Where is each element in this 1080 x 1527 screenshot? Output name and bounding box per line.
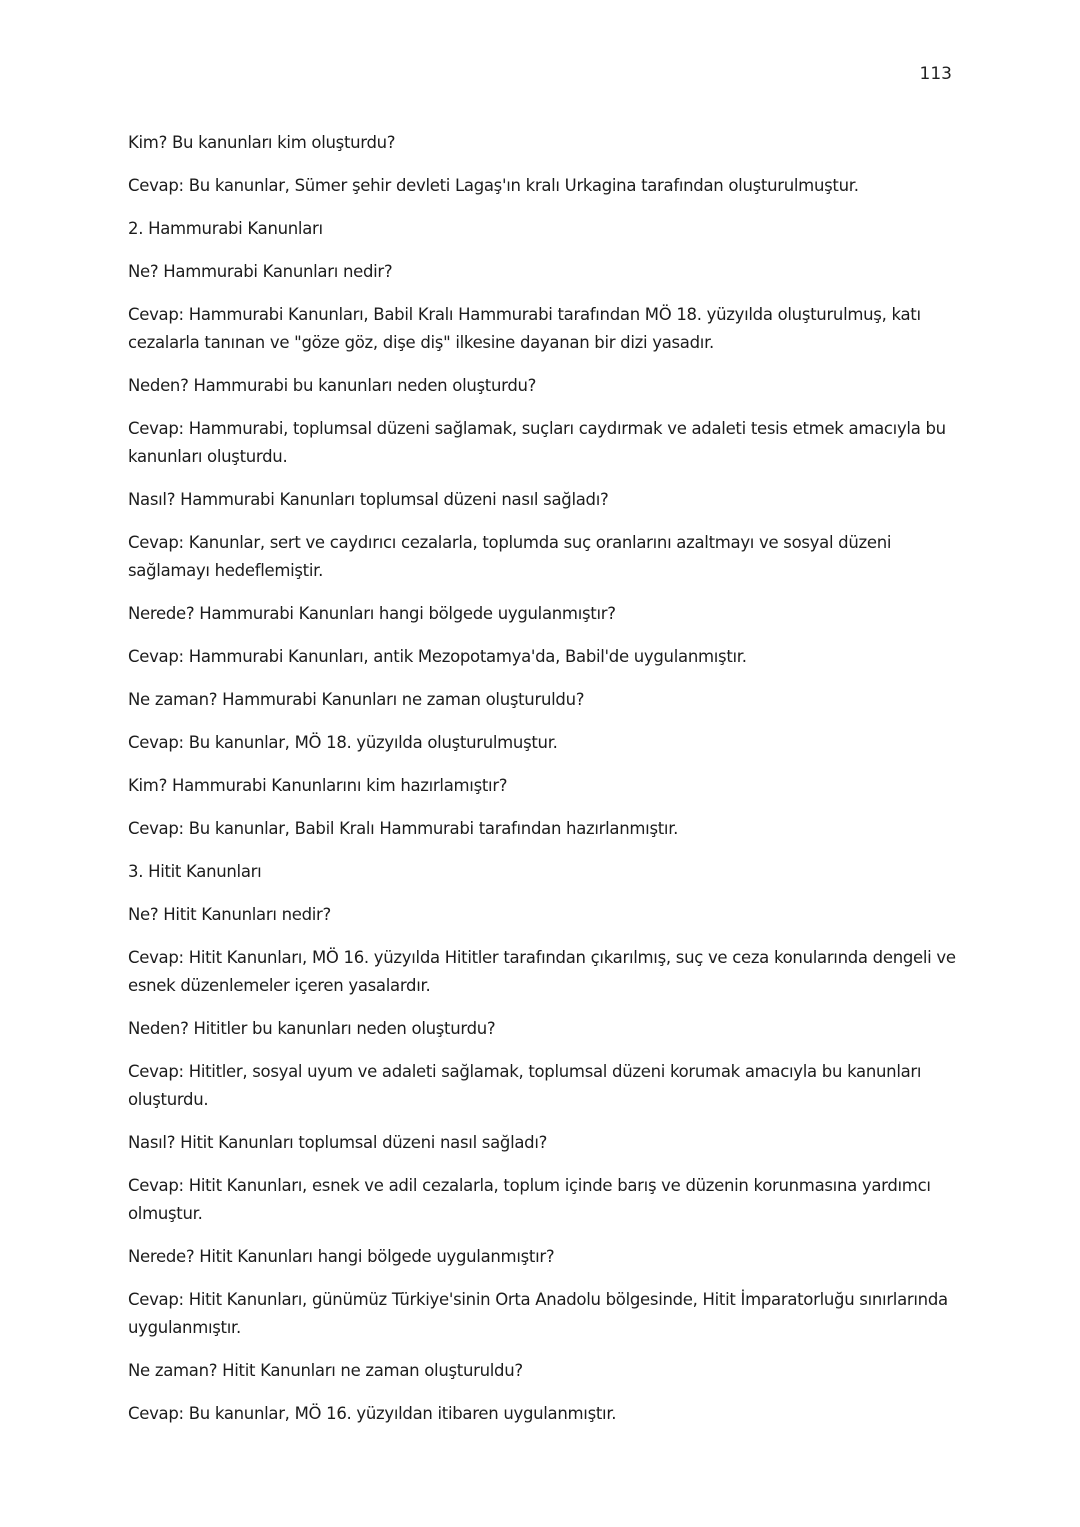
question-text: Ne? Hitit Kanunları nedir? (128, 905, 331, 924)
question-text: Neden? Hammurabi bu kanunları neden oluşturdu? (128, 376, 537, 395)
question-text: Kim? Bu kanunları kim oluşturdu? (128, 133, 396, 152)
answer-text: Cevap: Hititler, sosyal uyum ve adaleti sağlamak, toplumsal düzeni korumak amacıyla bu kanunları oluşturdu. (128, 1062, 922, 1109)
section-heading: 3. Hitit Kanunları (128, 862, 262, 881)
question-text: Neden? Hititler bu kanunları neden oluşturdu? (128, 1019, 496, 1038)
page-number: 113 (919, 64, 952, 84)
answer-text: Cevap: Bu kanunlar, MÖ 16. yüzyıldan itibaren uygulanmıştır. (128, 1404, 617, 1423)
question-text: Kim? Hammurabi Kanunlarını kim hazırlamıştır? (128, 776, 508, 795)
answer-text: Cevap: Hitit Kanunları, esnek ve adil cezalarla, toplum içinde barış ve düzenin korunmasına yardımcı olmuştur. (128, 1176, 931, 1223)
question-text: Ne? Hammurabi Kanunları nedir? (128, 262, 393, 281)
question-text: Ne zaman? Hammurabi Kanunları ne zaman oluşturuldu? (128, 690, 585, 709)
question-text: Nerede? Hammurabi Kanunları hangi bölgede uygulanmıştır? (128, 604, 616, 623)
answer-text: Cevap: Hammurabi Kanunları, Babil Kralı Hammurabi tarafından MÖ 18. yüzyılda oluşturulmuş, katı cezalarla tanınan ve "göze göz, dişe diş" ilkesine dayanan bir dizi yasadır. (128, 305, 921, 352)
question-text: Nerede? Hitit Kanunları hangi bölgede uygulanmıştır? (128, 1247, 555, 1266)
section-heading: 2. Hammurabi Kanunları (128, 219, 323, 238)
answer-text: Cevap: Bu kanunlar, Babil Kralı Hammurabi tarafından hazırlanmıştır. (128, 819, 679, 838)
question-text: Nasıl? Hammurabi Kanunları toplumsal düzeni nasıl sağladı? (128, 490, 609, 509)
answer-text: Cevap: Kanunlar, sert ve caydırıcı cezalarla, toplumda suç oranlarını azaltmayı ve sosyal düzeni sağlamayı hedeflemiştir. (128, 533, 892, 580)
answer-text: Cevap: Hammurabi Kanunları, antik Mezopotamya'da, Babil'de uygulanmıştır. (128, 647, 747, 666)
document-body (128, 129, 958, 1443)
answer-text: Cevap: Bu kanunlar, MÖ 18. yüzyılda oluşturulmuştur. (128, 733, 558, 752)
question-text: Nasıl? Hitit Kanunları toplumsal düzeni nasıl sağladı? (128, 1133, 548, 1152)
answer-text: Cevap: Hitit Kanunları, MÖ 16. yüzyılda Hititler tarafından çıkarılmış, suç ve ceza konularında dengeli ve esnek düzenlemeler içeren yasalardır. (128, 948, 956, 995)
question-text: Ne zaman? Hitit Kanunları ne zaman oluşturuldu? (128, 1361, 523, 1380)
answer-text: Cevap: Bu kanunlar, Sümer şehir devleti Lagaş'ın kralı Urkagina tarafından oluşturulmuştur. (128, 176, 859, 195)
answer-text: Cevap: Hitit Kanunları, günümüz Türkiye'sinin Orta Anadolu bölgesinde, Hitit İmparatorluğu sınırlarında uygulanmıştır. (128, 1290, 948, 1337)
answer-text: Cevap: Hammurabi, toplumsal düzeni sağlamak, suçları caydırmak ve adaleti tesis etmek amacıyla bu kanunları oluşturdu. (128, 419, 946, 466)
